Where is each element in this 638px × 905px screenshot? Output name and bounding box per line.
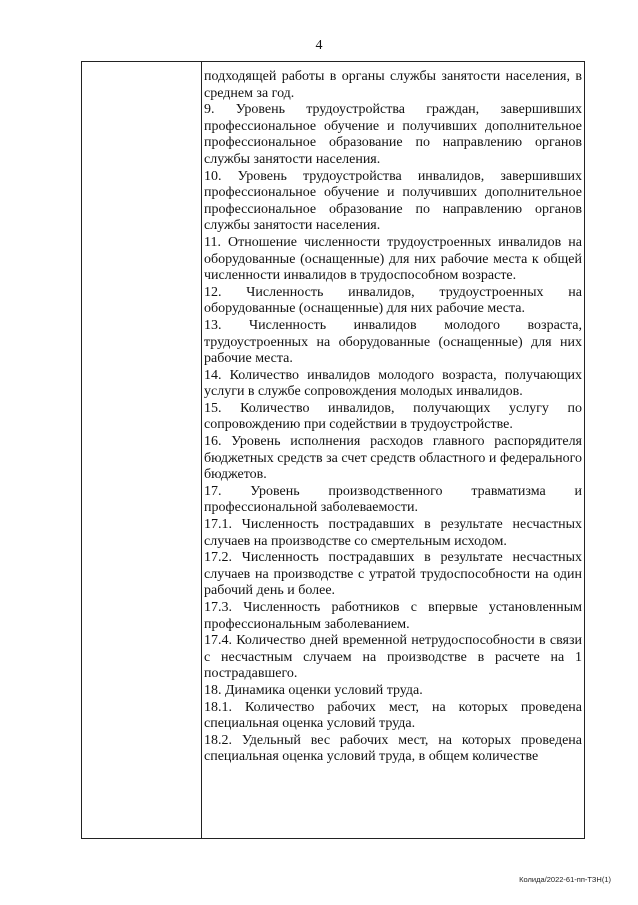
list-item: 17.3. Численность работников с впервые установленным профессиональным заболеванием. bbox=[204, 600, 582, 632]
list-item: 17. Уровень производственного травматизма и профессиональной заболеваемости. bbox=[204, 483, 582, 516]
list-item: 17.1. Численность пострадавших в результате несчастных случаев на производстве со смертельным исходом. bbox=[204, 517, 582, 549]
list-item: подходящей работы в органы службы занятости населения, в среднем за год. bbox=[204, 69, 582, 101]
list-item: 11. Отношение численности трудоустроенных инвалидов на оборудованные (оснащенные) для них рабочие места к общей численности инвалидов в трудоспособном возрасте. bbox=[204, 234, 582, 284]
footer-document-code: Колида/2022-61-пп-ТЗН(1) bbox=[519, 875, 611, 884]
table-content-cell bbox=[201, 69, 584, 766]
list-item: 9. Уровень трудоустройства граждан, завершивших профессиональное обучение и получивших дополнительное профессиональное образование по направлению органов службы занятости населения. bbox=[204, 102, 582, 167]
list-item: 12. Численность инвалидов, трудоустроенных на оборудованные (оснащенные) для них рабочие места. bbox=[204, 284, 582, 317]
list-item: 18. Динамика оценки условий труда. bbox=[204, 682, 423, 698]
list-item: 10. Уровень трудоустройства инвалидов, завершивших профессиональное обучение и получивших дополнительное профессиональное образование по направлению органов службы занятости населения. bbox=[204, 168, 582, 234]
list-item: 18.2. Удельный вес рабочих мест, на которых проведена специальная оценка условий труда, в общем количестве bbox=[204, 732, 582, 765]
list-item: 17.4. Количество дней временной нетрудоспособности в связи с несчастным случаем на производстве в расчете на 1 пострадавшего. bbox=[204, 633, 582, 682]
list-item: 16. Уровень исполнения расходов главного распорядителя бюджетных средств за счет средств областного и федерального бюджетов. bbox=[204, 434, 582, 483]
page-number: 4 bbox=[315, 38, 323, 53]
list-item: 15. Количество инвалидов, получающих услугу по сопровождению при содействии в трудоустройстве. bbox=[204, 400, 582, 433]
list-item: 13. Численность инвалидов молодого возраста, трудоустроенных на оборудованные (оснащенные) для них рабочие места. bbox=[204, 317, 582, 367]
list-item: 17.2. Численность пострадавших в результате несчастных случаев на производстве с утратой трудоспособности на один рабочий день и более. bbox=[204, 550, 582, 599]
list-item: 18.1. Количество рабочих мест, на которых проведена специальная оценка условий труда. bbox=[204, 699, 582, 732]
list-item: 14. Количество инвалидов молодого возраста, получающих услуги в службе сопровождения молодых инвалидов. bbox=[204, 367, 582, 400]
document-table bbox=[81, 61, 585, 839]
